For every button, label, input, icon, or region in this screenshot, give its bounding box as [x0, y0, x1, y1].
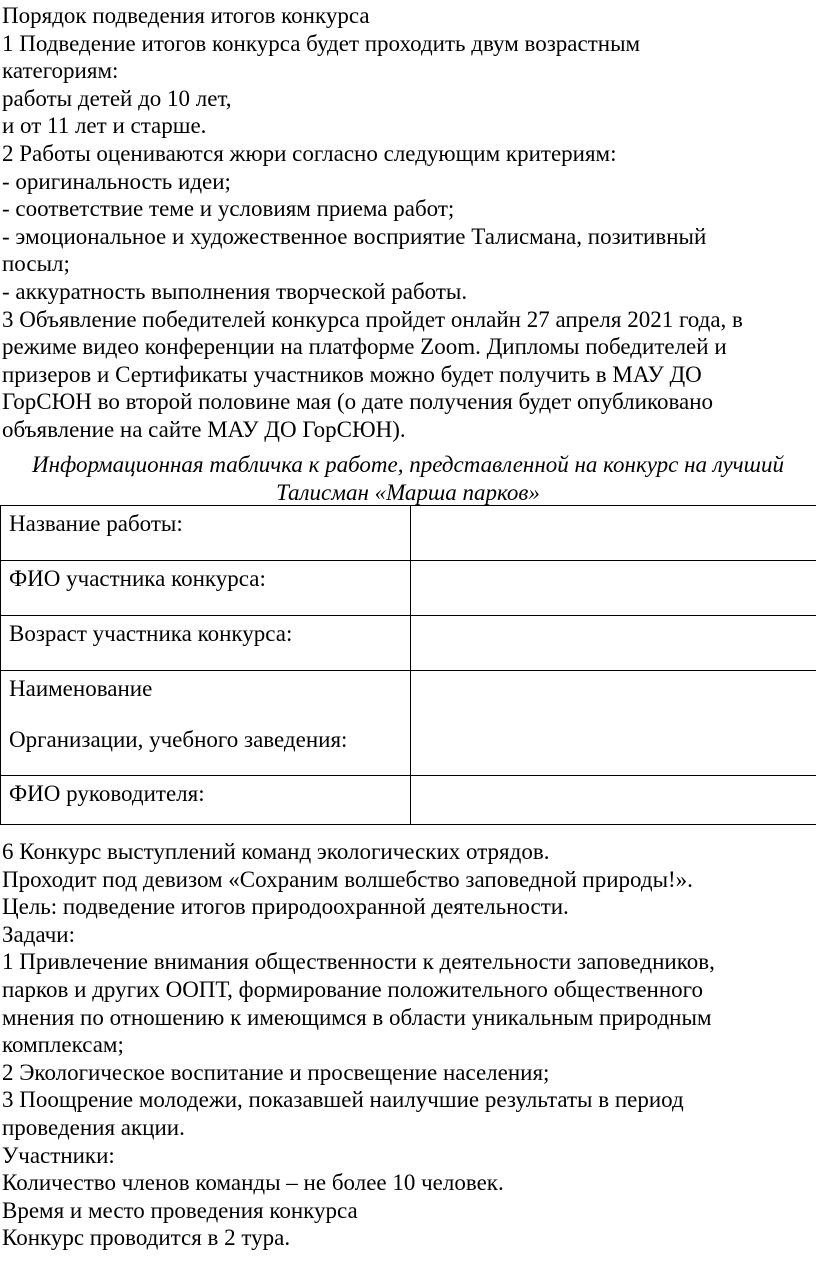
text-line: 1 Привлечение внимания общественности к деятельности заповедников, [2, 949, 715, 975]
text-line: 3 Объявление победителей конкурса пройдет онлайн 27 апреля 2021 года, в [2, 306, 743, 332]
top-text-block [2, 2, 814, 444]
criteria-item: - эмоциональное и художественное восприятие Талисмана, позитивный [2, 223, 707, 249]
text-line: ГорСЮН во второй половине мая (о дате получения будет опубликовано [2, 389, 714, 415]
row-label: Название работы: [1, 506, 411, 561]
info-table [0, 505, 816, 825]
text-line: объявление на сайте МАУ ДО ГорСЮН). [2, 416, 406, 442]
text-line: мнения по отношению к имеющимся в области уникальным природным [2, 1004, 712, 1030]
text-line: Время и место проведения конкурса [2, 1197, 358, 1223]
section-heading: 6 Конкурс выступлений команд экологических отрядов. [2, 839, 550, 864]
criteria-item: - аккуратность выполнения творческой работы. [2, 278, 468, 304]
text-line: призеров и Сертификаты участников можно будет получить в МАУ ДО [2, 361, 702, 387]
text-line: и от 11 лет и старше. [2, 113, 207, 139]
text-line: работы детей до 10 лет, [2, 85, 232, 111]
row-label: ФИО участника конкурса: [1, 561, 411, 616]
criteria-item: - соответствие теме и условиям приема работ; [2, 196, 455, 222]
table-row [1, 506, 816, 561]
table-row [1, 776, 816, 825]
section-heading: Порядок подведения итогов конкурса [2, 3, 370, 28]
criteria-item: посыл; [2, 251, 70, 277]
table-row [1, 561, 816, 616]
caption-line: Информационная табличка к работе, представленной на конкурс на лучший [32, 452, 784, 477]
text-line: парков и других ООПТ, формирование положительного общественного [2, 976, 704, 1002]
caption-line: Талисман «Марша парков» [276, 479, 540, 505]
text-line: комплексам; [2, 1032, 124, 1058]
text-line: 1 Подведение итогов конкурса будет проходить двум возрастным [2, 30, 641, 56]
row-label-line: Организации, учебного заведения: [9, 726, 348, 752]
table-caption [0, 451, 816, 506]
text-line: проведения акции. [2, 1114, 185, 1140]
text-line: Количество членов команды – не более 10 человек. [2, 1170, 504, 1196]
row-value [411, 671, 816, 776]
row-label-multiline [1, 671, 411, 776]
table-row [1, 671, 816, 776]
bottom-text-block [2, 838, 814, 1252]
row-label-line: Наименование [9, 676, 153, 701]
row-value [411, 616, 816, 671]
row-value [411, 561, 816, 616]
text-line: 3 Поощрение молодежи, показавшей наилучшие результаты в период [2, 1087, 684, 1113]
text-line: 2 Работы оцениваются жюри согласно следующим критериям: [2, 140, 617, 166]
row-label: Возраст участника конкурса: [1, 616, 411, 671]
text-line: Конкурс проводится в 2 тура. [2, 1225, 291, 1251]
table-row [1, 616, 816, 671]
row-value [411, 506, 816, 561]
text-line: категориям: [2, 58, 119, 84]
row-label: ФИО руководителя: [1, 776, 411, 825]
text-line: Участники: [2, 1142, 115, 1168]
criteria-item: - оригинальность идеи; [2, 168, 231, 194]
text-line: 2 Экологическое воспитание и просвещение населения; [2, 1059, 550, 1085]
row-value [411, 776, 816, 825]
text-line: Проходит под девизом «Сохраним волшебство заповедной природы!». [2, 866, 693, 892]
text-line: Цель: подведение итогов природоохранной деятельности. [2, 894, 569, 920]
text-line: Задачи: [2, 921, 75, 947]
text-line: режиме видео конференции на платформе Zoom. Дипломы победителей и [2, 334, 727, 360]
